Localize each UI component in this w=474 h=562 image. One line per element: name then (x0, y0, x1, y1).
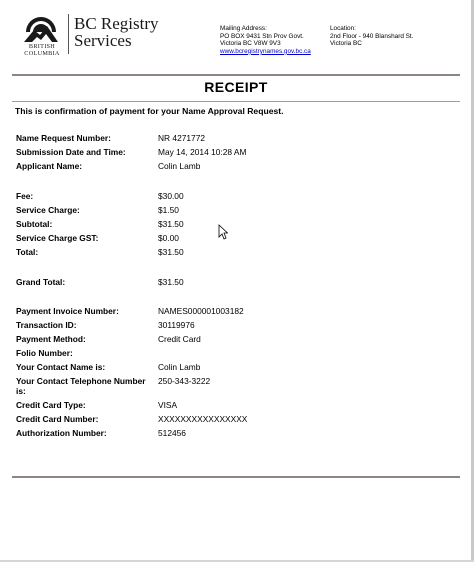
logo-line1: BC Registry (74, 14, 159, 33)
logo-line2: Services (74, 31, 132, 50)
field-label: Grand Total: (16, 277, 66, 287)
field-value: VISA (158, 400, 178, 410)
field-label: Service Charge: (16, 205, 80, 215)
field-label: Credit Card Type: (16, 400, 86, 410)
field-value: $30.00 (158, 191, 184, 201)
field-value: $1.50 (158, 205, 179, 215)
field-label: Name Request Number: (16, 133, 111, 143)
logo-province-name (18, 43, 66, 57)
bc-sun-mountain-icon (22, 14, 60, 44)
field-label: Service Charge GST: (16, 233, 99, 243)
logo-province-line2: COLUMBIA (24, 50, 60, 57)
field-value: Credit Card (158, 334, 201, 344)
field-label: Subtotal: (16, 219, 53, 229)
confirmation-message: This is confirmation of payment for your Name Approval Request. (15, 106, 284, 116)
location-address-line2: Victoria BC (330, 40, 362, 48)
logo-wordmark (74, 15, 159, 49)
field-label: Authorization Number: (16, 428, 107, 438)
location-address-line1: 2nd Floor - 940 Blanshard St. (330, 32, 414, 40)
location-address (330, 25, 413, 48)
field-value: Colin Lamb (158, 362, 201, 372)
field-value: NAMES000001003182 (158, 306, 244, 316)
field-value: 250-343-3222 (158, 376, 211, 386)
field-label: Fee: (16, 191, 34, 201)
field-value: May 14, 2014 10:28 AM (158, 147, 247, 157)
field-label: Payment Invoice Number: (16, 306, 119, 316)
receipt-bottom-rule (12, 476, 460, 478)
field-label: Your Contact Telephone Number is: (16, 376, 146, 396)
bc-registry-logo (18, 12, 168, 56)
field-label: Your Contact Name is: (16, 362, 106, 372)
mailing-address-line2: Victoria BC V8W 9V3 (220, 40, 281, 48)
receipt-top-rule (12, 74, 460, 76)
field-label: Transaction ID: (16, 320, 77, 330)
field-label: Submission Date and Time: (16, 147, 126, 157)
field-value: $31.50 (158, 277, 184, 287)
field-label: Payment Method: (16, 334, 86, 344)
registry-website-link[interactable]: www.bcregistrynames.gov.bc.ca (220, 47, 311, 55)
receipt-title: RECEIPT (204, 79, 268, 95)
logo-province-line1: BRITISH (28, 43, 56, 50)
field-value: 512456 (158, 428, 186, 438)
location-address-title: Location: (330, 25, 356, 32)
field-label: Folio Number: (16, 348, 73, 358)
mailing-address-line1: PO BOX 9431 Stn Prov Govt. (220, 32, 304, 40)
field-value: Colin Lamb (158, 161, 201, 171)
field-label: Applicant Name: (16, 161, 83, 171)
mailing-address (220, 25, 311, 55)
mailing-address-title: Mailing Address: (220, 25, 267, 32)
field-value: $0.00 (158, 233, 179, 243)
receipt-title-rule (12, 101, 460, 102)
field-value: 30119976 (158, 320, 195, 330)
field-value: $31.50 (158, 219, 184, 229)
field-value: $31.50 (158, 247, 184, 257)
field-label: Total: (16, 247, 39, 257)
logo-divider (68, 14, 69, 54)
field-label: Credit Card Number: (16, 414, 99, 424)
mouse-pointer-icon (218, 224, 228, 240)
field-value: XXXXXXXXXXXXXXXX (158, 414, 248, 424)
field-value: NR 4271772 (158, 133, 206, 143)
